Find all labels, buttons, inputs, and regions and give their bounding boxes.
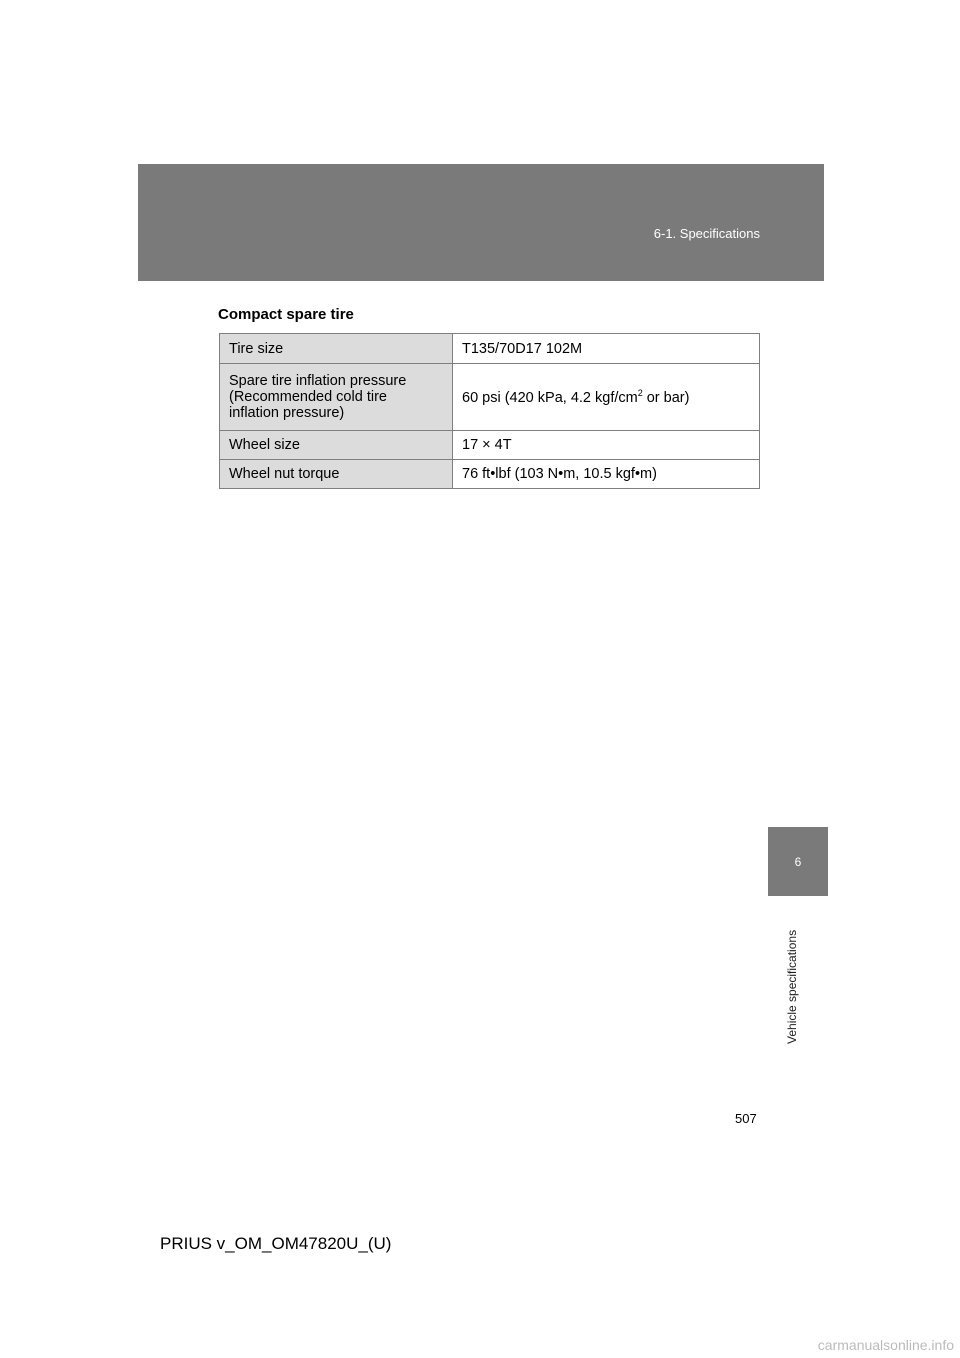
table-cell-value: T135/70D17 102M <box>453 334 760 364</box>
table-cell-label <box>220 364 453 431</box>
label-line: inflation pressure) <box>229 405 345 421</box>
value-superscript: 2 <box>637 388 643 399</box>
table-cell-label: Wheel nut torque <box>220 460 453 489</box>
page-number: 507 <box>735 1111 757 1126</box>
watermark: carmanualsonline.info <box>817 1337 954 1353</box>
chapter-tab: 6 <box>768 827 828 896</box>
spec-table <box>219 333 760 489</box>
chapter-label: Vehicle specifications <box>785 929 799 1044</box>
table-row <box>220 431 760 460</box>
value-text: or bar) <box>642 389 690 406</box>
section-heading: Compact spare tire <box>218 306 354 323</box>
table-cell-value: 76 ft•lbf (103 N•m, 10.5 kgf•m) <box>453 460 760 489</box>
header-band <box>138 164 824 281</box>
document-id: PRIUS v_OM_OM47820U_(U) <box>160 1234 392 1253</box>
table-row <box>220 460 760 489</box>
table-row <box>220 364 760 431</box>
table-cell-value: 17 × 4T <box>453 431 760 460</box>
value-text: 60 psi (420 kPa, 4.2 kgf/cm <box>462 389 638 406</box>
label-line: Spare tire inflation pressure <box>229 373 407 389</box>
table-row <box>220 334 760 364</box>
label-line: (Recommended cold tire <box>229 389 387 405</box>
table-cell-value <box>453 364 760 431</box>
header-section-title: 6-1. Specifications <box>653 226 760 241</box>
table-cell-label: Tire size <box>220 334 453 364</box>
table-cell-label: Wheel size <box>220 431 453 460</box>
